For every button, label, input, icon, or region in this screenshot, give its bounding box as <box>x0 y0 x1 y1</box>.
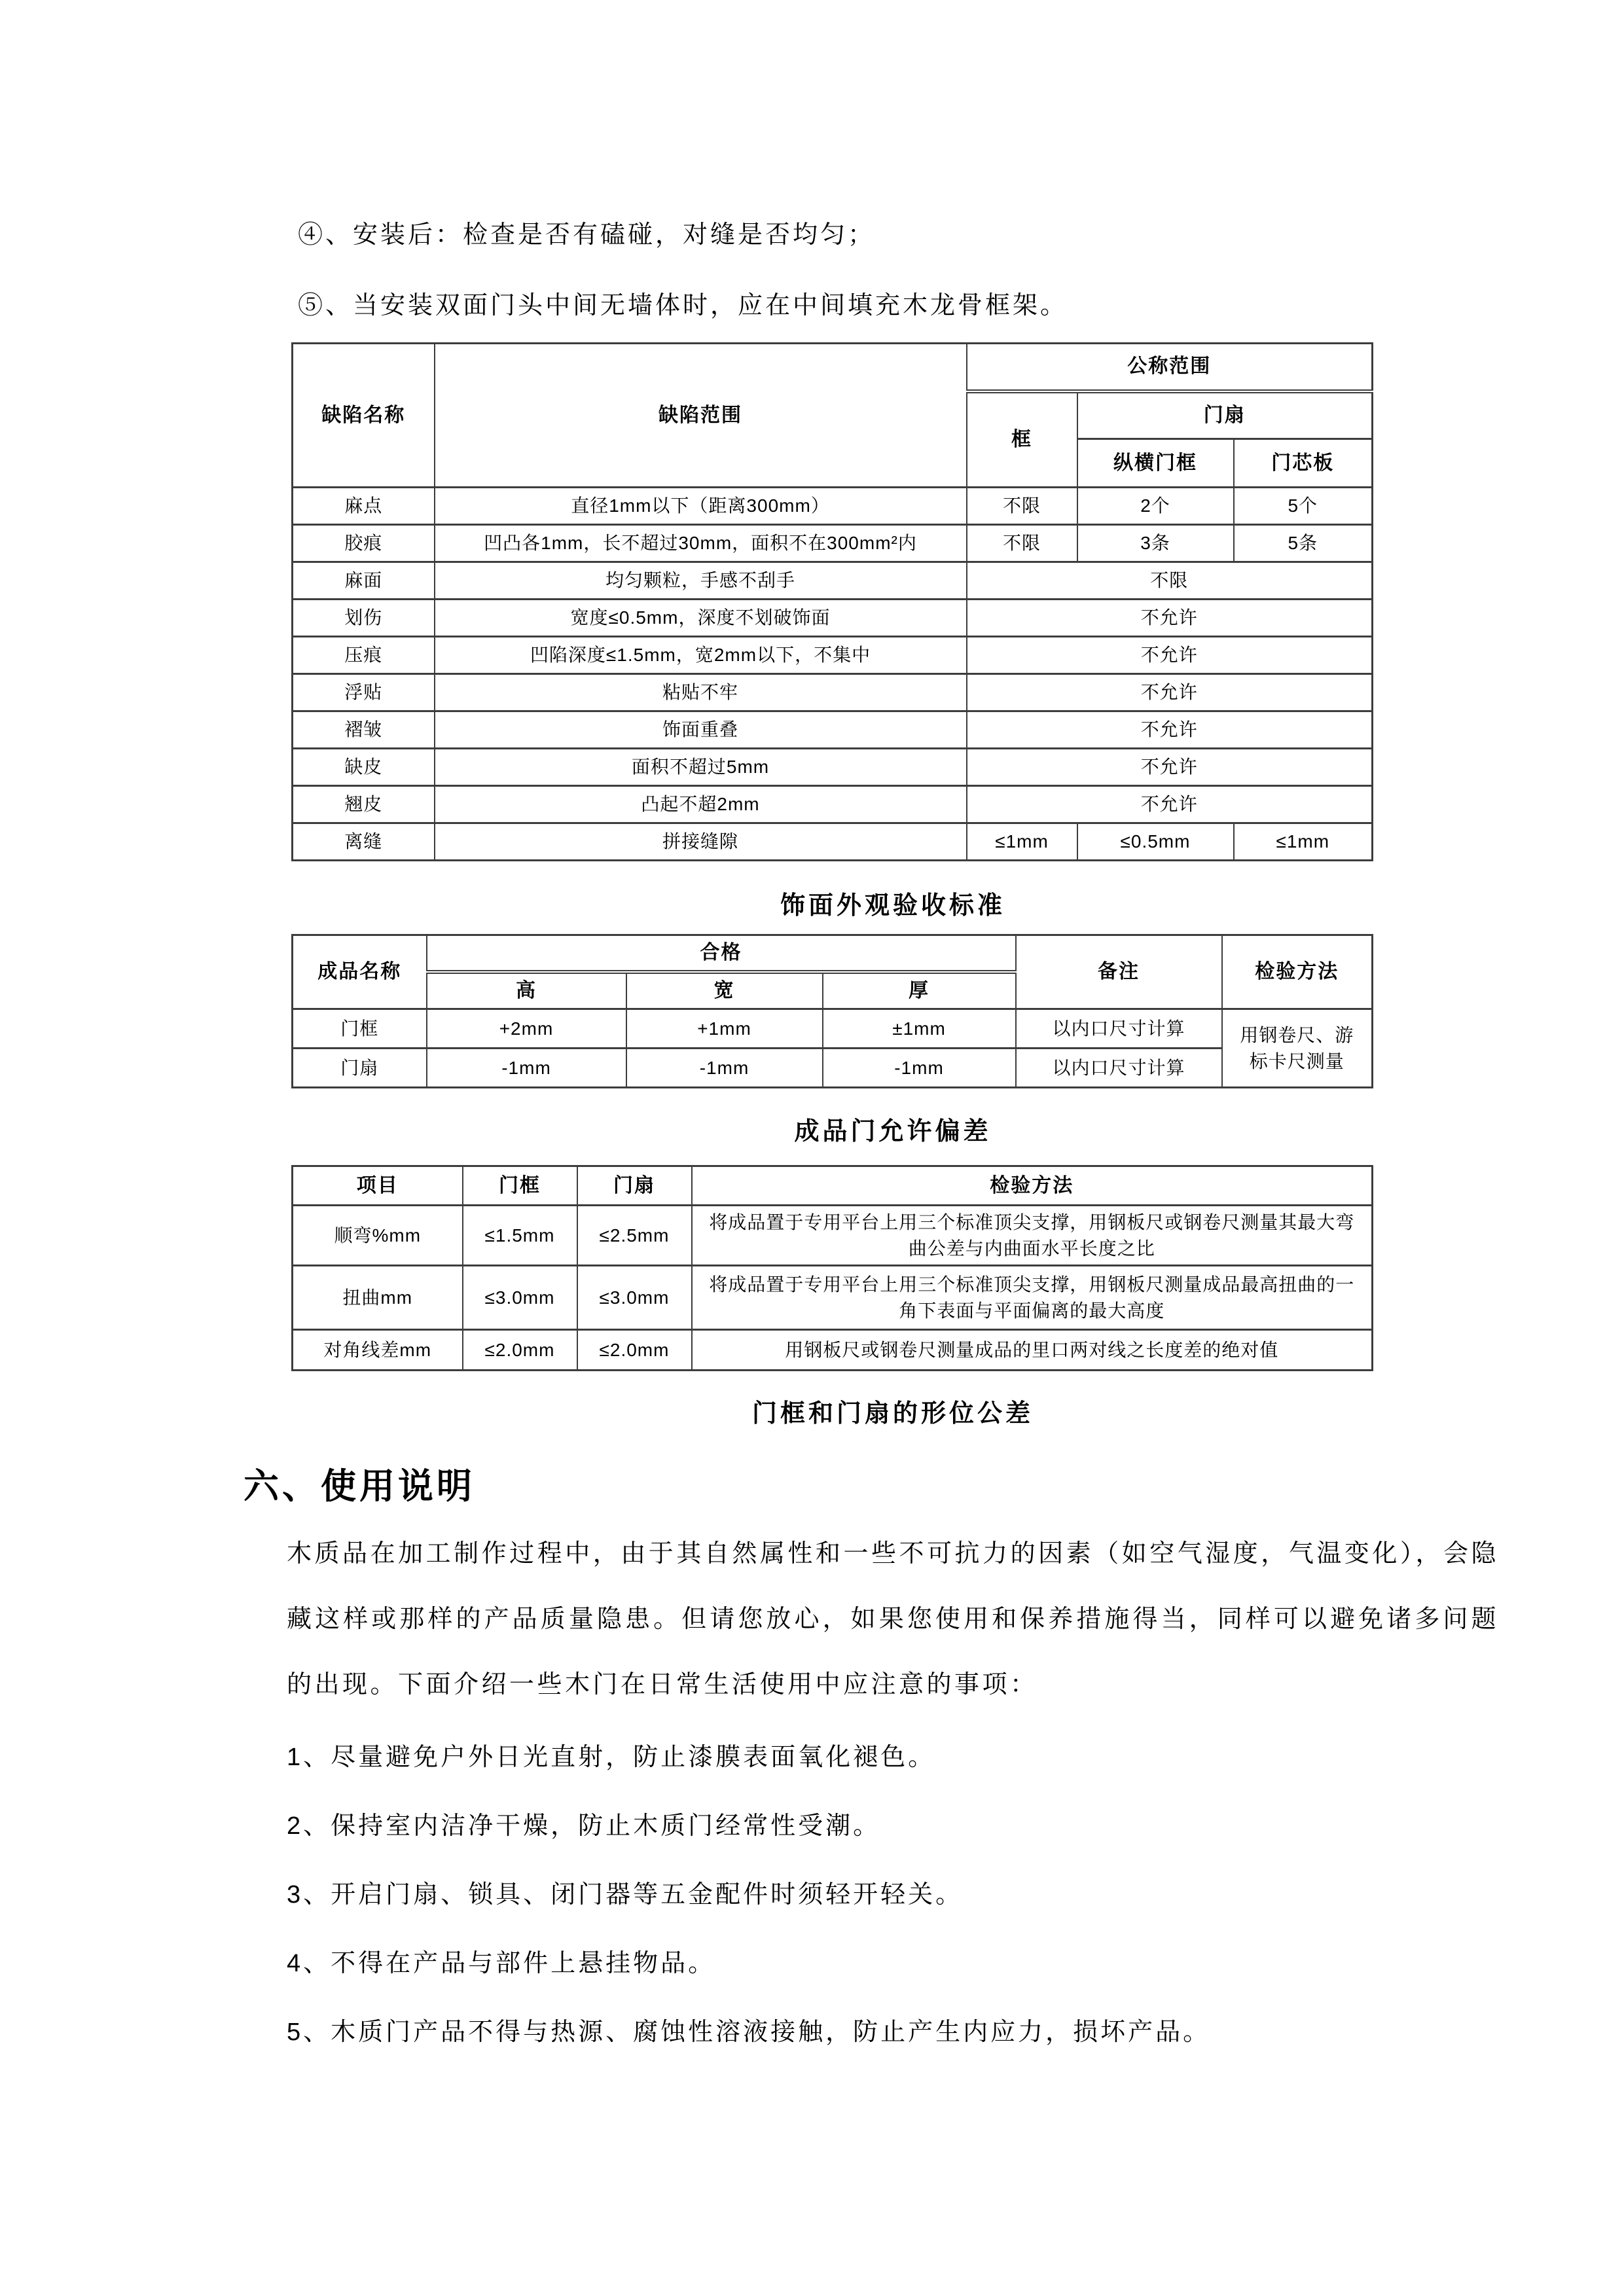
data-cell: 门扇 <box>293 1049 427 1088</box>
data-cell: 2个 <box>1077 488 1234 525</box>
table-row <box>293 1206 1373 1266</box>
finish-appearance-table <box>291 342 1371 861</box>
data-cell: 不允许 <box>967 711 1373 749</box>
header-cell: 门芯板 <box>1234 439 1373 488</box>
header-cell: 公称范围 <box>967 344 1373 391</box>
data-cell: -1mm <box>626 1049 823 1088</box>
data-cell: 面积不超过5mm <box>435 749 967 786</box>
data-cell: 3条 <box>1077 525 1234 562</box>
table-row <box>293 749 1373 786</box>
table-row <box>293 674 1373 711</box>
data-cell: -1mm <box>823 1049 1016 1088</box>
usage-note-1: 1、尽量避免户外日光直射，防止漆膜表面氧化褪色。 <box>287 1744 936 1771</box>
usage-note-5: 5、木质门产品不得与热源、腐蚀性溶液接触，防止产生内应力，损坏产品。 <box>287 2018 1211 2046</box>
form-position-tolerance-table <box>291 1165 1371 1371</box>
header-cell: 框 <box>967 391 1077 488</box>
table-row <box>293 562 1373 600</box>
table-row <box>293 1166 1373 1206</box>
finish-appearance-table-caption: 饰面外观验收标准 <box>780 892 1005 920</box>
data-cell: 压痕 <box>293 637 435 674</box>
data-cell: 凹凸各1mm，长不超过30mm，面积不在300mm²内 <box>435 525 967 562</box>
data-cell: 对角线差mm <box>293 1330 463 1371</box>
data-cell: 顺弯%mm <box>293 1206 463 1266</box>
data-cell: 翘皮 <box>293 786 435 823</box>
data-cell: 褶皱 <box>293 711 435 749</box>
table-row <box>293 1009 1373 1049</box>
data-cell: 宽度≤0.5mm，深度不划破饰面 <box>435 600 967 637</box>
frame-leaf-form-position-tolerance <box>291 1165 1373 1371</box>
data-cell: 用钢卷尺、游标卡尺测量 <box>1222 1009 1373 1088</box>
data-cell: 扭曲mm <box>293 1266 463 1330</box>
data-cell: 浮贴 <box>293 674 435 711</box>
data-cell: ≤1mm <box>967 823 1077 861</box>
usage-section-heading: 六、使用说明 <box>244 1467 475 1506</box>
header-cell: 门扇 <box>1077 391 1373 439</box>
data-cell: ≤2.0mm <box>463 1330 577 1371</box>
header-cell: 备注 <box>1016 935 1222 1009</box>
install-note-5: ⑤、当安装双面门头中间无墙体时，应在中间填充木龙骨框架。 <box>298 292 1068 319</box>
table-row <box>293 711 1373 749</box>
door-deviation-table <box>291 934 1371 1088</box>
table-row <box>293 525 1373 562</box>
data-cell: 直径1mm以下（距离300mm） <box>435 488 967 525</box>
usage-note-4: 4、不得在产品与部件上悬挂物品。 <box>287 1950 716 1977</box>
data-cell: 离缝 <box>293 823 435 861</box>
data-cell: 划伤 <box>293 600 435 637</box>
header-cell: 缺陷范围 <box>435 344 967 488</box>
data-cell: 以内口尺寸计算 <box>1016 1009 1222 1049</box>
finish-appearance-standard <box>291 342 1373 861</box>
data-cell: ≤1mm <box>1234 823 1373 861</box>
data-cell: 用钢板尺或钢卷尺测量成品的里口两对线之长度差的绝对值 <box>692 1330 1373 1371</box>
data-cell: 门框 <box>293 1009 427 1049</box>
header-cell: 合格 <box>427 935 1016 972</box>
data-cell: 拼接缝隙 <box>435 823 967 861</box>
table-row <box>293 823 1373 861</box>
header-cell: 检验方法 <box>1222 935 1373 1009</box>
data-cell: 不限 <box>967 488 1077 525</box>
data-cell: 以内口尺寸计算 <box>1016 1049 1222 1088</box>
data-cell: ≤3.0mm <box>463 1266 577 1330</box>
data-cell: 不允许 <box>967 637 1373 674</box>
data-cell: 不允许 <box>967 749 1373 786</box>
data-cell: 麻面 <box>293 562 435 600</box>
header-cell: 宽 <box>626 972 823 1009</box>
data-cell: 不允许 <box>967 786 1373 823</box>
data-cell: 不允许 <box>967 674 1373 711</box>
data-cell: 凹陷深度≤1.5mm，宽2mm以下，不集中 <box>435 637 967 674</box>
data-cell: 将成品置于专用平台上用三个标准顶尖支撑，用钢板尺测量成品最高扭曲的一角下表面与平面偏离的最大高度 <box>692 1266 1373 1330</box>
data-cell: ≤0.5mm <box>1077 823 1234 861</box>
data-cell: 将成品置于专用平台上用三个标准顶尖支撑，用钢板尺或钢卷尺测量其最大弯曲公差与内曲面水平长度之比 <box>692 1206 1373 1266</box>
data-cell: 缺皮 <box>293 749 435 786</box>
data-cell: 麻点 <box>293 488 435 525</box>
table-row <box>293 1266 1373 1330</box>
data-cell: +1mm <box>626 1009 823 1049</box>
data-cell: ±1mm <box>823 1009 1016 1049</box>
header-cell: 门框 <box>463 1166 577 1206</box>
install-note-4: ④、安装后：检查是否有磕碰，对缝是否均匀； <box>298 221 876 249</box>
data-cell: ≤2.0mm <box>577 1330 692 1371</box>
data-cell: 均匀颗粒，手感不刮手 <box>435 562 967 600</box>
table-row <box>293 344 1373 391</box>
header-cell: 门扇 <box>577 1166 692 1206</box>
data-cell: -1mm <box>427 1049 626 1088</box>
table-row <box>293 637 1373 674</box>
table-row <box>293 1049 1373 1088</box>
data-cell: 粘贴不牢 <box>435 674 967 711</box>
table-row <box>293 600 1373 637</box>
header-cell: 高 <box>427 972 626 1009</box>
table-row <box>293 488 1373 525</box>
usage-notes-list <box>287 1741 1530 2085</box>
header-cell: 项目 <box>293 1166 463 1206</box>
data-cell: ≤3.0mm <box>577 1266 692 1330</box>
header-cell: 厚 <box>823 972 1016 1009</box>
door-deviation-table-caption: 成品门允许偏差 <box>794 1118 992 1145</box>
finished-door-allowed-deviation <box>291 934 1373 1088</box>
table-row <box>293 786 1373 823</box>
usage-intro-paragraph: 木质品在加工制作过程中，由于其自然属性和一些不可抗力的因素（如空气湿度，气温变化），会隐藏这样或那样的产品质量隐患。但请您放心，如果您使用和保养措施得当，同样可以避免诸多问题的出现。下面介绍一些木门在日常生活使用中应注意的事项： <box>287 1540 1499 1698</box>
data-cell: 不允许 <box>967 600 1373 637</box>
data-cell: 饰面重叠 <box>435 711 967 749</box>
data-cell: ≤2.5mm <box>577 1206 692 1266</box>
table-row <box>293 935 1373 972</box>
form-position-tolerance-table-caption: 门框和门扇的形位公差 <box>751 1400 1034 1427</box>
data-cell: 胶痕 <box>293 525 435 562</box>
data-cell: 凸起不超2mm <box>435 786 967 823</box>
header-cell: 缺陷名称 <box>293 344 435 488</box>
usage-note-2: 2、保持室内洁净干燥，防止木质门经常性受潮。 <box>287 1812 881 1840</box>
data-cell: 不限 <box>967 525 1077 562</box>
header-cell: 检验方法 <box>692 1166 1373 1206</box>
data-cell: ≤1.5mm <box>463 1206 577 1266</box>
table-row <box>293 1330 1373 1371</box>
header-cell: 纵横门框 <box>1077 439 1234 488</box>
data-cell: 不限 <box>967 562 1373 600</box>
usage-note-3: 3、开启门扇、锁具、闭门器等五金配件时须轻开轻关。 <box>287 1881 964 1909</box>
header-cell: 成品名称 <box>293 935 427 1009</box>
data-cell: 5条 <box>1234 525 1373 562</box>
data-cell: 5个 <box>1234 488 1373 525</box>
data-cell: +2mm <box>427 1009 626 1049</box>
